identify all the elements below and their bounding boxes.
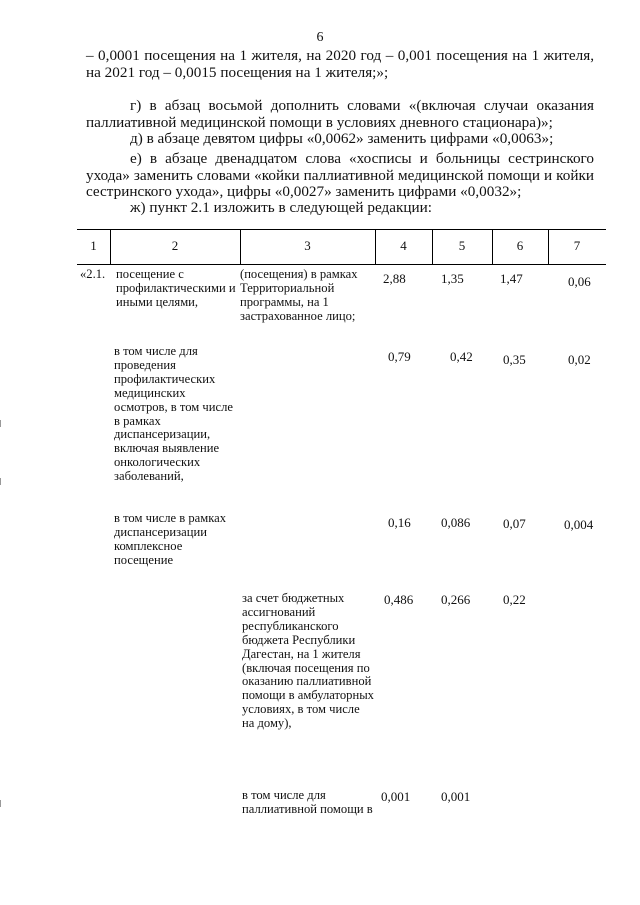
paragraph-zh: ж) пункт 2.1 изложить в следующей редакции:	[130, 199, 432, 216]
row-number: «2.1.	[80, 267, 106, 281]
indicator-name: в том числе в рамках диспансеризации комплексное посещение	[114, 511, 227, 567]
value-col-7: 0,004	[564, 517, 594, 532]
paragraph-continuation: – 0,0001 посещения на 1 жителя, на 2020 год – 0,001 посещения на 1 жителя, на 2021 год – 0,0015 посещения на 1 жителя;»;	[86, 47, 594, 81]
value-col-7: 0,02	[568, 352, 591, 367]
value-col-5: 1,35	[441, 271, 464, 286]
header-col-7: 7	[573, 238, 581, 253]
unit-description: за счет бюджетных ассигнований республиканского бюджета Республики Дагестан, на 1 жителя (включая посещения по оказанию паллиативной помощи в амбулаторных условиях, в том числе на дому),	[242, 591, 374, 731]
value-col-4: 0,486	[384, 592, 414, 607]
header-col-6: 6	[516, 238, 524, 253]
value-col-5: 0,42	[450, 349, 473, 364]
paragraph-g: г) в абзац восьмой дополнить словами «(включая случаи оказания паллиативной медицинской помощи в условиях дневного стационара)»;	[86, 97, 594, 131]
page-number: 6	[316, 30, 324, 45]
header-col-1: 1	[90, 238, 97, 253]
value-col-6: 0,07	[503, 516, 526, 531]
table-top-border	[77, 229, 606, 230]
paragraph-d: д) в абзаце девятом цифры «0,0062» заменить цифрами «0,0063»;	[130, 130, 554, 147]
value-col-5: 0,266	[441, 592, 471, 607]
value-col-6: 1,47	[500, 271, 523, 286]
unit-description: в том числе для паллиативной помощи в	[242, 788, 373, 816]
value-col-4: 2,88	[383, 271, 406, 286]
header-col-2: 2	[171, 238, 179, 253]
indicator-name: в том числе для проведения профилактических медицинских осмотров, в том числе в рамках диспансеризации, включая выявление онкологических заболеваний,	[114, 344, 233, 484]
value-col-6: 0,22	[503, 592, 526, 607]
value-col-4: 0,79	[388, 349, 411, 364]
scan-mark	[0, 420, 1, 427]
header-col-3: 3	[304, 238, 311, 253]
indicator-name: посещение с профилактическими и иными целями,	[116, 267, 236, 309]
paragraph-e: е) в абзаце двенадцатом слова «хосписы и больницы сестринского ухода» заменить словами «койки паллиативной медицинской помощи и койки сестринского ухода», цифры «0,0027» заменить цифрами «0,0032»;	[86, 150, 594, 201]
unit-description: (посещения) в рамках Территориальной программы, на 1 застрахованное лицо;	[240, 267, 358, 323]
value-col-4: 0,16	[388, 515, 411, 530]
header-col-4: 4	[400, 238, 407, 253]
scan-mark	[0, 478, 1, 485]
value-col-5: 0,086	[441, 515, 471, 530]
value-col-5: 0,001	[441, 789, 471, 804]
header-col-5: 5	[458, 238, 466, 253]
table-header-border	[77, 264, 606, 265]
scan-mark	[0, 800, 1, 807]
value-col-7: 0,06	[568, 274, 591, 289]
value-col-6: 0,35	[503, 352, 526, 367]
value-col-4: 0,001	[381, 789, 411, 804]
